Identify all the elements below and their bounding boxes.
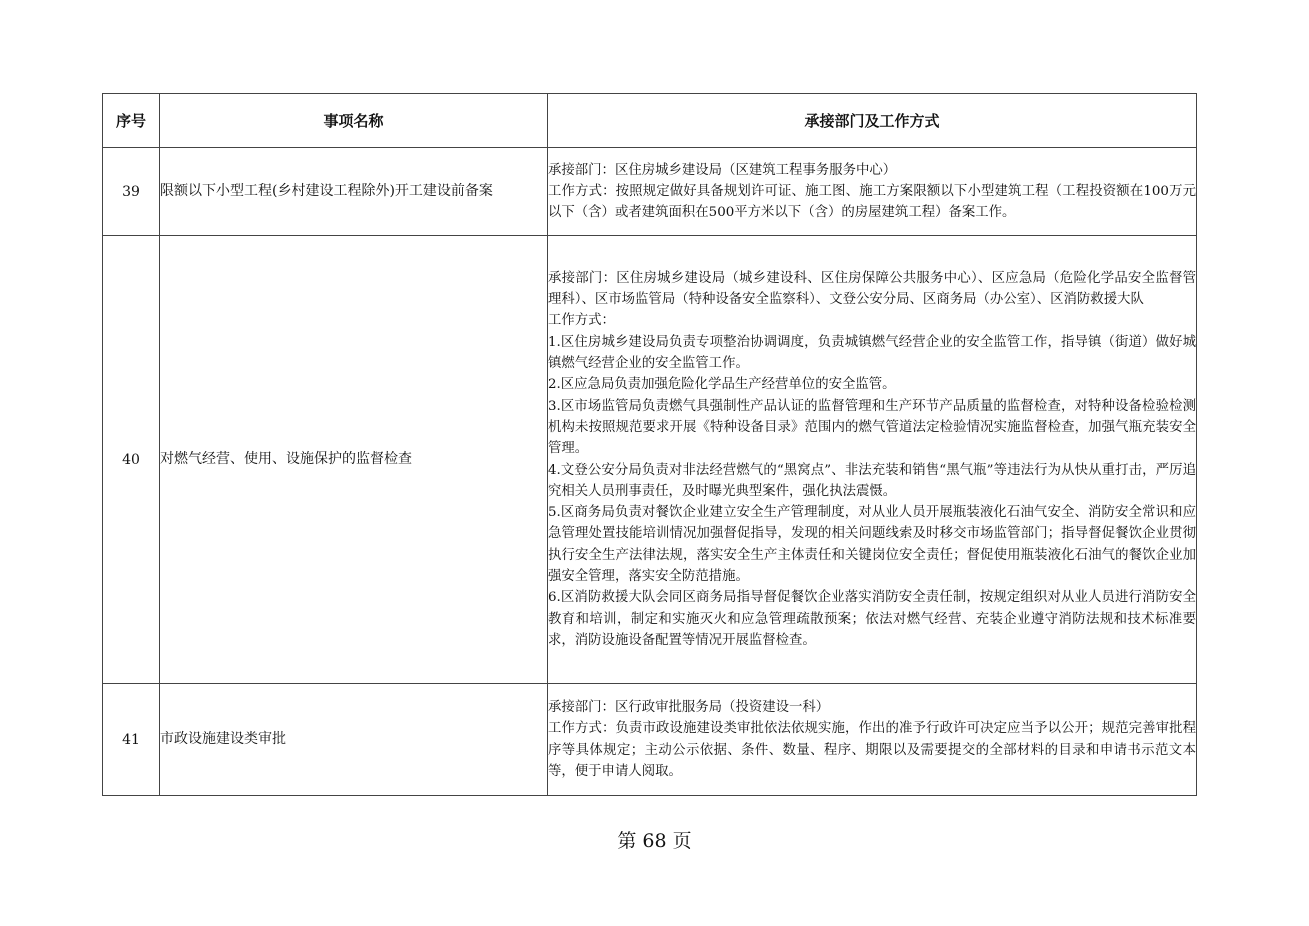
method-item-2: 2.区应急局负责加强危险化学品生产经营单位的安全监管。 (548, 377, 896, 393)
table-header-row (103, 94, 1197, 148)
method-item-6: 6.区消防救援大队会同区商务局指导督促餐饮企业落实消防安全责任制，按规定组织对从业人员进行消防安全教育和培训，制定和实施灭火和应急管理疏散预案；依法对燃气经营、充装企业遵守消防法规和技术标准要求，消防设施设备配置等情况开展监督检查。 (548, 590, 1196, 648)
table-row (103, 684, 1197, 796)
dept-and-method (548, 148, 1197, 236)
method-item-4: 4.文登公安分局负责对非法经营燃气的“黑窝点”、非法充装和销售“黑气瓶”等违法行为从快从重打击，严厉追究相关人员刑事责任，及时曝光典型案件，强化执法震慑。 (548, 462, 1196, 499)
header-name: 事项名称 (160, 94, 548, 148)
dept-and-method (548, 236, 1197, 684)
item-name: 市政设施建设类审批 (160, 684, 548, 796)
row-number: 40 (103, 236, 160, 684)
dept-line: 承接部门：区行政审批服务局（投资建设一科） (548, 699, 830, 715)
row-number: 41 (103, 684, 160, 796)
method-line: 工作方式：按照规定做好具备规划许可证、施工图、施工方案限额以下小型建筑工程（工程投资额在100万元以下（含）或者建筑面积在500平方米以下（含）的房屋建筑工程）备案工作。 (548, 183, 1196, 221)
dept-line: 承接部门：区住房城乡建设局（城乡建设科、区住房保障公共服务中心）、区应急局（危险化学品安全监督管理科）、区市场监管局（特种设备安全监察科）、文登公安分局、区商务局（办公室）、区消防救援大队 (548, 270, 1196, 308)
table-row (103, 236, 1197, 684)
item-name: 对燃气经营、使用、设施保护的监督检查 (160, 236, 548, 684)
method-item-1: 1.区住房城乡建设局负责专项整治协调调度，负责城镇燃气经营企业的安全监管工作，指导镇（街道）做好城镇燃气经营企业的安全监管工作。 (548, 334, 1196, 372)
items-table (102, 93, 1197, 796)
row-number: 39 (103, 148, 160, 236)
dept-line: 承接部门：区住房城乡建设局（区建筑工程事务服务中心） (548, 162, 897, 178)
method-heading: 工作方式： (548, 313, 615, 329)
table-row (103, 148, 1197, 236)
item-name: 限额以下小型工程(乡村建设工程除外)开工建设前备案 (160, 148, 548, 236)
page-number: 第 68 页 (617, 830, 692, 852)
header-no: 序号 (103, 94, 160, 148)
dept-and-method (548, 684, 1197, 796)
method-item-3: 3.区市场监管局负责燃气具强制性产品认证的监督管理和生产环节产品质量的监督检查，对特种设备检验检测机构未按照规范要求开展《特种设备目录》范围内的燃气管道法定检验情况实施监督检查，加强气瓶充装安全管理。 (548, 398, 1196, 457)
method-item-5: 5.区商务局负责对餐饮企业建立安全生产管理制度，对从业人员开展瓶装液化石油气安全、消防安全常识和应急管理处置技能培训情况加强督促指导，发现的相关问题线索及时移交市场监管部门；指导督促餐饮企业贯彻执行安全生产法律法规，落实安全生产主体责任和关键岗位安全责任；督促使用瓶装液化石油气的餐饮企业加强安全管理，落实安全防范措施。 (548, 505, 1196, 584)
header-dept: 承接部门及工作方式 (548, 94, 1197, 148)
method-line: 工作方式：负责市政设施建设类审批依法依规实施，作出的准予行政许可决定应当予以公开；规范完善审批程序等具体规定；主动公示依据、条件、数量、程序、期限以及需要提交的全部材料的目录和申请书示范文本等，便于申请人阅取。 (548, 721, 1196, 779)
